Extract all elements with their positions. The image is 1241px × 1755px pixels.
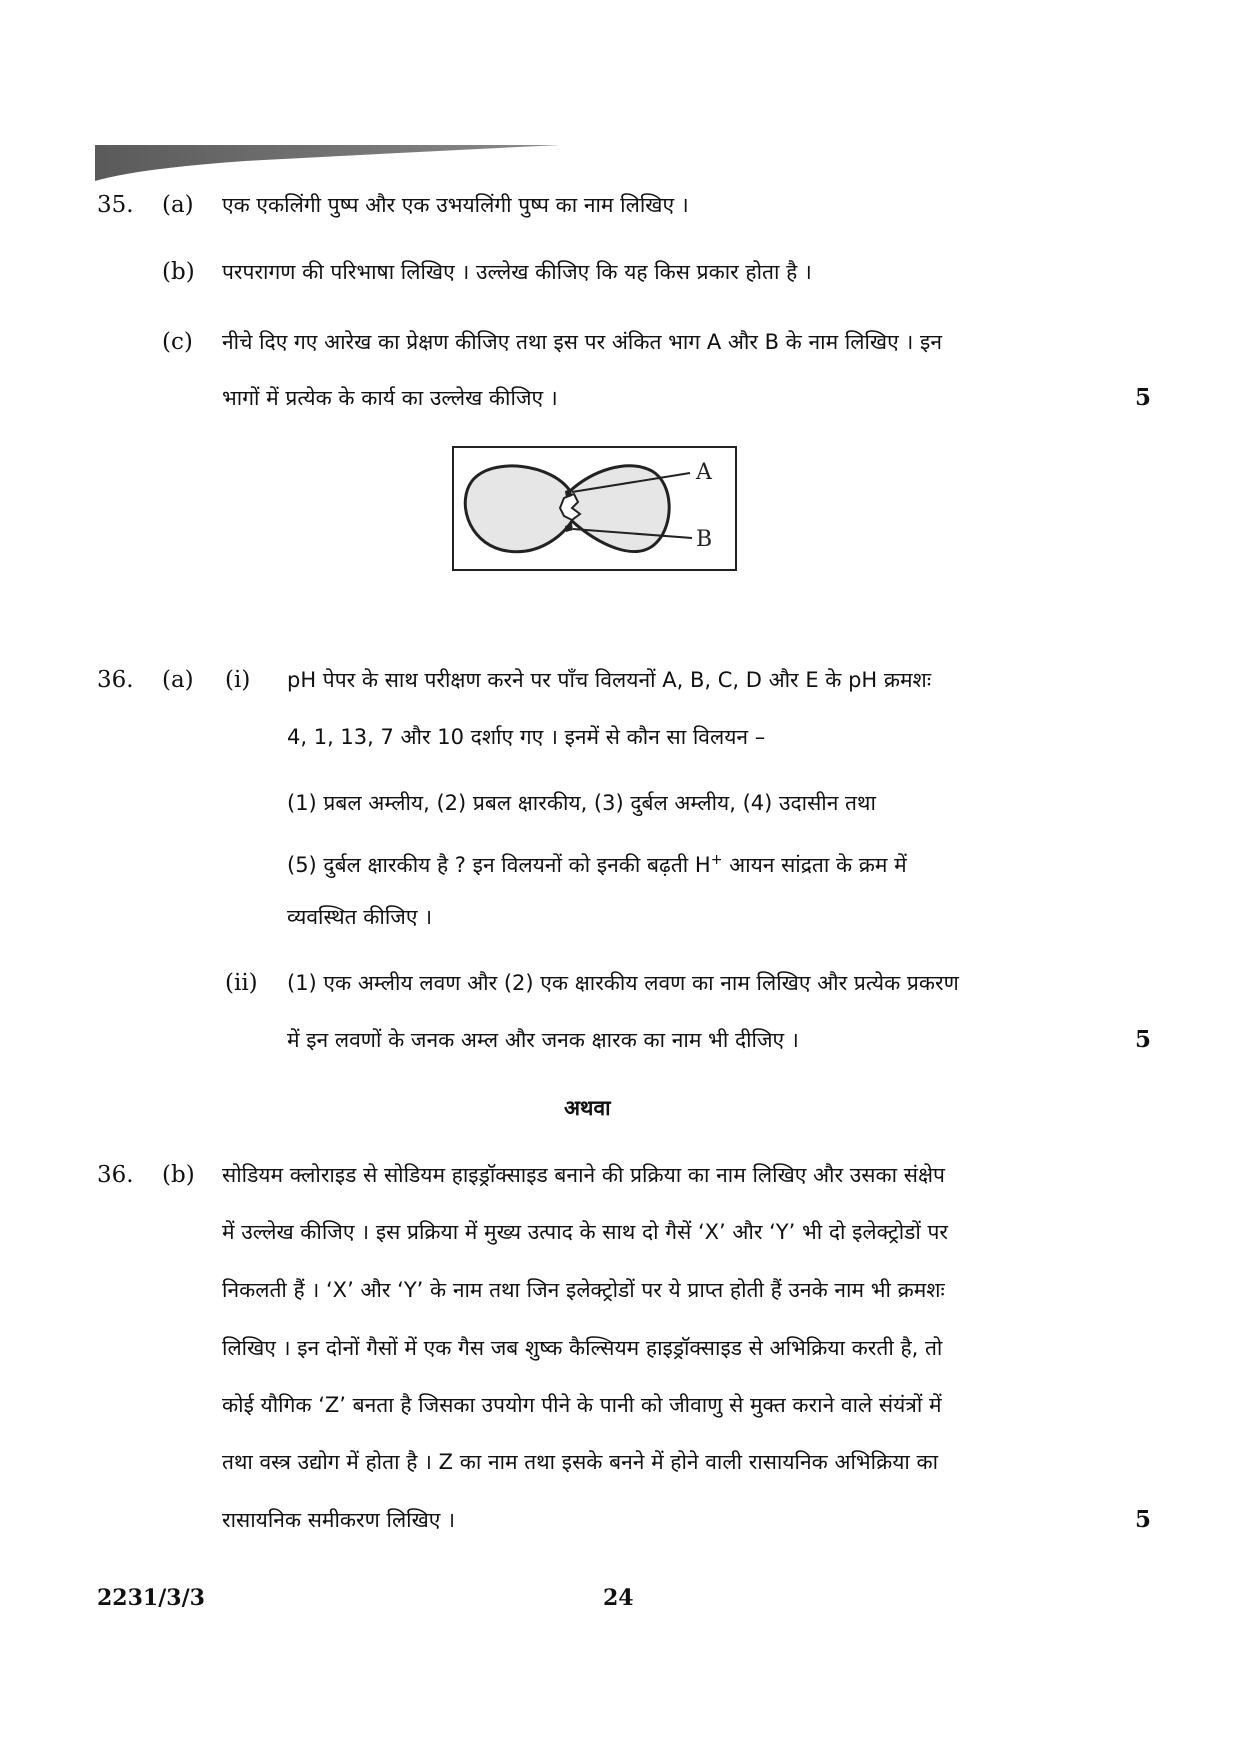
question-36b-label: (b) — [162, 1162, 195, 1188]
question-36a-label: (a) — [162, 667, 194, 693]
question-36b-line-5: कोई यौगिक ‘Z’ बनता है जिसका उपयोग पीने के पानी को जीवाणु से मुक्त कराने वाले संयंत्रों में — [222, 1393, 942, 1417]
question-36a-ii-line-2: में इन लवणों के जनक अम्ल और जनक क्षारक का नाम भी दीजिए । — [287, 1028, 799, 1052]
question-35b-label: (b) — [162, 259, 195, 285]
question-36a-ii-label: (ii) — [225, 970, 258, 996]
question-36b-line-3: निकलती हैं । ‘X’ और ‘Y’ के नाम तथा जिन इलेक्ट्रोडों पर ये प्राप्त होती हैं उनके नाम भी क्रमशः — [222, 1278, 945, 1302]
question-35c-label: (c) — [162, 329, 193, 355]
question-35c-line-2: भागों में प्रत्येक के कार्य का उल्लेख कीजिए । — [222, 386, 558, 410]
question-36a-i-line-2: 4, 1, 13, 7 और 10 दर्शाए गए । इनमें से कौन सा विलयन – — [287, 725, 766, 749]
question-35a-label: (a) — [162, 192, 194, 218]
question-36a-i-line-4: (5) दुर्बल क्षारकीय है ? इन विलयनों को इनकी बढ़ती H+ आयन सांद्रता के क्रम में — [287, 852, 907, 877]
or-separator: अथवा — [564, 1096, 611, 1120]
paper-code: 2231/3/3 — [97, 1585, 205, 1611]
question-36a-number: 36. — [97, 667, 134, 693]
question-36b-line-2: में उल्लेख कीजिए । इस प्रक्रिया में मुख्य उत्पाद के साथ दो गैसें ‘X’ और ‘Y’ भी दो इलेक्ट्रोडों पर — [222, 1220, 949, 1244]
question-36b-number: 36. — [97, 1162, 134, 1188]
question-35-marks: 5 — [1135, 384, 1152, 411]
question-36a-ii-line-1: (1) एक अम्लीय लवण और (2) एक क्षारकीय लवण का नाम लिखिए और प्रत्येक प्रकरण — [287, 971, 959, 995]
question-35a-text: एक एकलिंगी पुष्प और एक उभयलिंगी पुष्प का नाम लिखिए । — [222, 193, 689, 217]
diagram-label-b: B — [696, 527, 713, 552]
question-35-number: 35. — [97, 192, 134, 218]
question-36a-i-label: (i) — [225, 667, 251, 693]
question-36a-marks: 5 — [1135, 1026, 1152, 1053]
question-36b-marks: 5 — [1135, 1506, 1152, 1533]
header-decorative-bar — [95, 143, 560, 183]
question-36b-line-1: सोडियम क्लोराइड से सोडियम हाइड्रॉक्साइड बनाने की प्रक्रिया का नाम लिखिए और उसका संक्षेप — [222, 1163, 945, 1187]
page-number: 24 — [603, 1585, 634, 1611]
question-36a-i-line-3: (1) प्रबल अम्लीय, (2) प्रबल क्षारकीय, (3) दुर्बल अम्लीय, (4) उदासीन तथा — [287, 791, 876, 815]
question-36a-i-line-1: pH पेपर के साथ परीक्षण करने पर पाँच विलयनों A, B, C, D और E के pH क्रमशः — [287, 668, 932, 692]
question-35b-text: परपरागण की परिभाषा लिखिए । उल्लेख कीजिए कि यह किस प्रकार होता है । — [222, 260, 812, 284]
question-36b-line-7: रासायनिक समीकरण लिखिए । — [222, 1508, 456, 1532]
question-36a-i-line-5: व्यवस्थित कीजिए । — [287, 905, 433, 929]
question-36b-line-4: लिखिए । इन दोनों गैसों में एक गैस जब शुष्क कैल्सियम हाइड्रॉक्साइड से अभिक्रिया करती है, तो — [222, 1336, 943, 1360]
pollen-grain-diagram — [452, 446, 737, 571]
diagram-label-a: A — [696, 460, 712, 485]
question-35c-line-1: नीचे दिए गए आरेख का प्रेक्षण कीजिए तथा इस पर अंकित भाग A और B के नाम लिखिए । इन — [222, 330, 942, 354]
question-36b-line-6: तथा वस्त्र उद्योग में होता है । Z का नाम तथा इसके बनने में होने वाली रासायनिक अभिक्रिया का — [222, 1450, 939, 1474]
